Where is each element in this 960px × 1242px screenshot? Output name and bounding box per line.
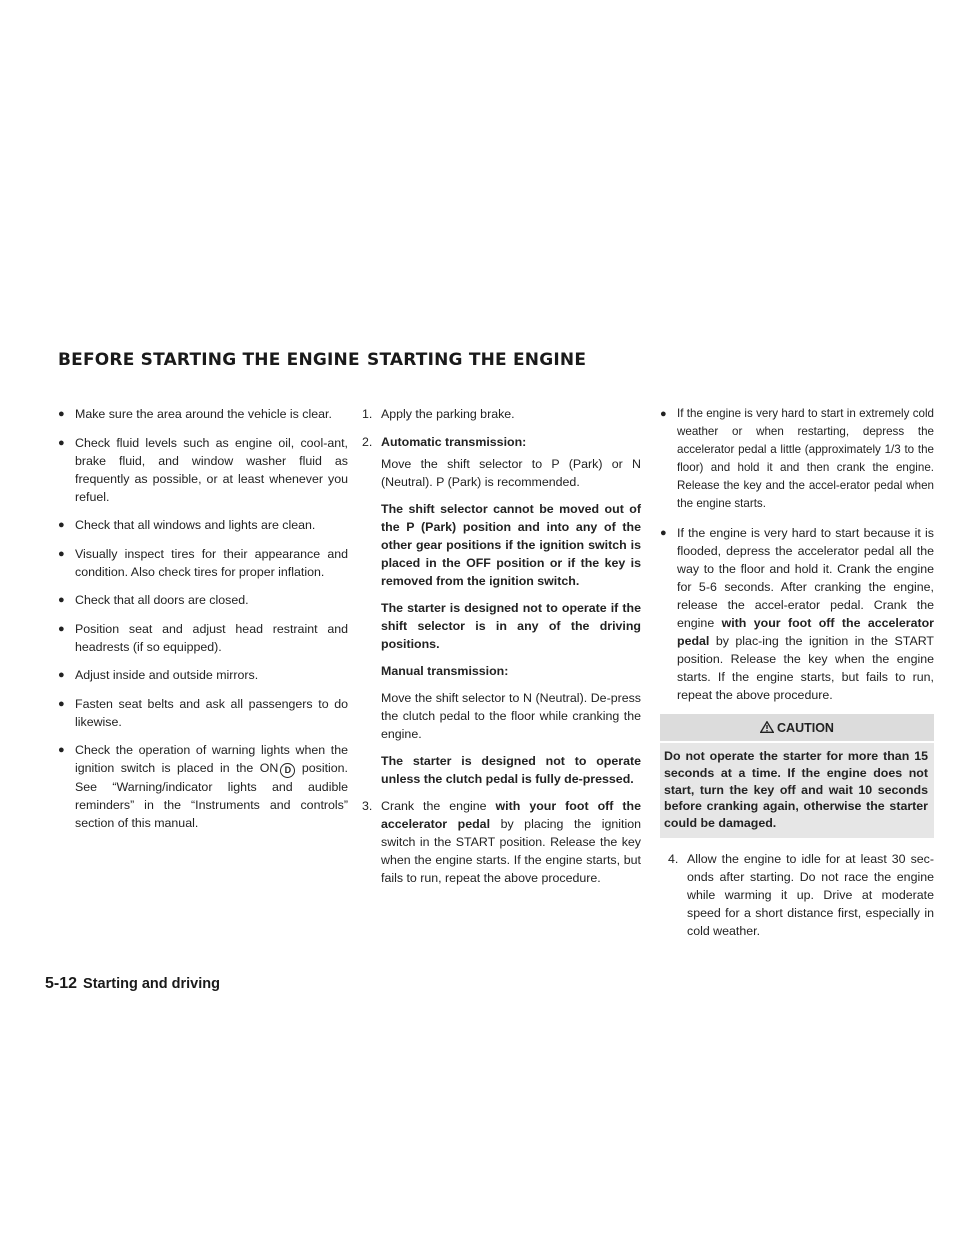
list-item: ● If the engine is very hard to start in extremely cold weather or when restarting, depress the accelerator pedal a little (approximately 1/3 to the floor) and hold it and then crank the engine. Release the key and the accel-erator pedal when the engine starts. [660, 405, 934, 513]
bullet-icon: ● [58, 519, 65, 531]
caution-title: CAUTION [777, 721, 834, 735]
list-item: ● Visually inspect tires for their appearance and condition. Also check tires for proper inflation. [58, 546, 348, 579]
list-item: ● Check fluid levels such as engine oil, cool-ant, brake fluid, and window washer fluid as frequently as possible, or at least whenever you refuel. [58, 435, 348, 504]
list-item: ● Fasten seat belts and ask all passengers to do likewise. [58, 696, 348, 729]
list-item: ● Adjust inside and outside mirrors. [58, 668, 259, 682]
caution-header [660, 714, 934, 743]
manual-text: Move the shift selector to N (Neutral). De-press the clutch pedal to the floor while cranking the engine. [381, 691, 641, 741]
manual-note: The starter is designed not to operate unless the clutch pedal is fully de-pressed. [381, 754, 641, 786]
step-2: 2. Automatic transmission: [362, 435, 527, 449]
step-4: 4. Allow the engine to idle for at least 30 sec-onds after starting. Do not race the engine while warming it up. Drive at moderate speed for a short distance first, especially in cold weather. [668, 851, 934, 938]
list-item: ● If the engine is very hard to start because it is flooded, depress the accelerator pedal all the way to the floor and hold it. Crank the engine for 5-6 seconds. After cranking the engine, release the accel-erator pedal. Crank the engine with your foot off the accelerator pedal by plac-ing the ignition in the START position. Release the key when the engine starts. If the engine starts, but fails to run, repeat the above procedure. [660, 525, 934, 702]
bullet-icon: ● [58, 669, 65, 681]
bullet-icon: ● [58, 697, 65, 710]
caution-box [660, 714, 934, 838]
warning-icon [760, 721, 774, 733]
column-before-starting [58, 405, 348, 843]
caution-text: Do not operate the starter for more than 15 seconds at a time. If the engine does not start, turn the key off and wait 10 seconds before cranking again, otherwise the starter could be damaged. [664, 749, 928, 831]
bullet-icon: ● [58, 622, 65, 635]
step-3: 3. Crank the engine with your foot off the accelerator pedal by placing the ignition switch in the START position. Release the key when the engine starts. If the engine starts, but fails to run, repeat the above procedure. [362, 799, 641, 885]
bullet-icon: ● [58, 436, 65, 449]
list-item: ● Make sure the area around the vehicle is clear. [58, 407, 332, 421]
page-footer [45, 975, 220, 993]
bullet-icon: ● [660, 408, 667, 420]
bullet-icon: ● [58, 594, 65, 606]
page-number: 5-12 [45, 975, 78, 992]
list-item: ● Check that all windows and lights are clean. [58, 518, 316, 532]
bullet-icon: ● [660, 526, 667, 539]
heading-starting: STARTING THE ENGINE [367, 350, 587, 370]
section-name: Starting and driving [83, 976, 220, 992]
heading-before-starting: BEFORE STARTING THE ENGINE [58, 350, 360, 370]
manual-title: Manual transmission: [381, 664, 509, 678]
circled-d-icon: D [280, 763, 295, 778]
step-2-text: Move the shift selector to P (Park) or N (Neutral). P (Park) is recommended. [381, 457, 641, 489]
step-1: 1. Apply the parking brake. [362, 407, 515, 421]
bullet-icon: ● [58, 744, 65, 756]
column-starting-tips [660, 405, 934, 950]
list-item: ● Check that all doors are closed. [58, 593, 249, 607]
bullet-icon: ● [58, 408, 65, 420]
step-2-note: The shift selector cannot be moved out of the P (Park) position and into any of the other gear positions if the ignition switch is placed in the OFF position or if the key is removed from the ignition switch. [381, 502, 641, 588]
column-starting-steps [362, 405, 641, 897]
bullet-icon: ● [58, 547, 65, 560]
list-item: ● Position seat and adjust head restraint and headrests (if so equipped). [58, 621, 348, 654]
step-2-note-2: The starter is designed not to operate if the shift selector is in any of the driving positions. [381, 601, 641, 651]
list-item: ● Check the operation of warning lights when the ignition switch is placed in the ON D position. See “Warning/indicator lights and audible reminders” in the “Instruments and controls” section of this manual. [58, 743, 348, 830]
